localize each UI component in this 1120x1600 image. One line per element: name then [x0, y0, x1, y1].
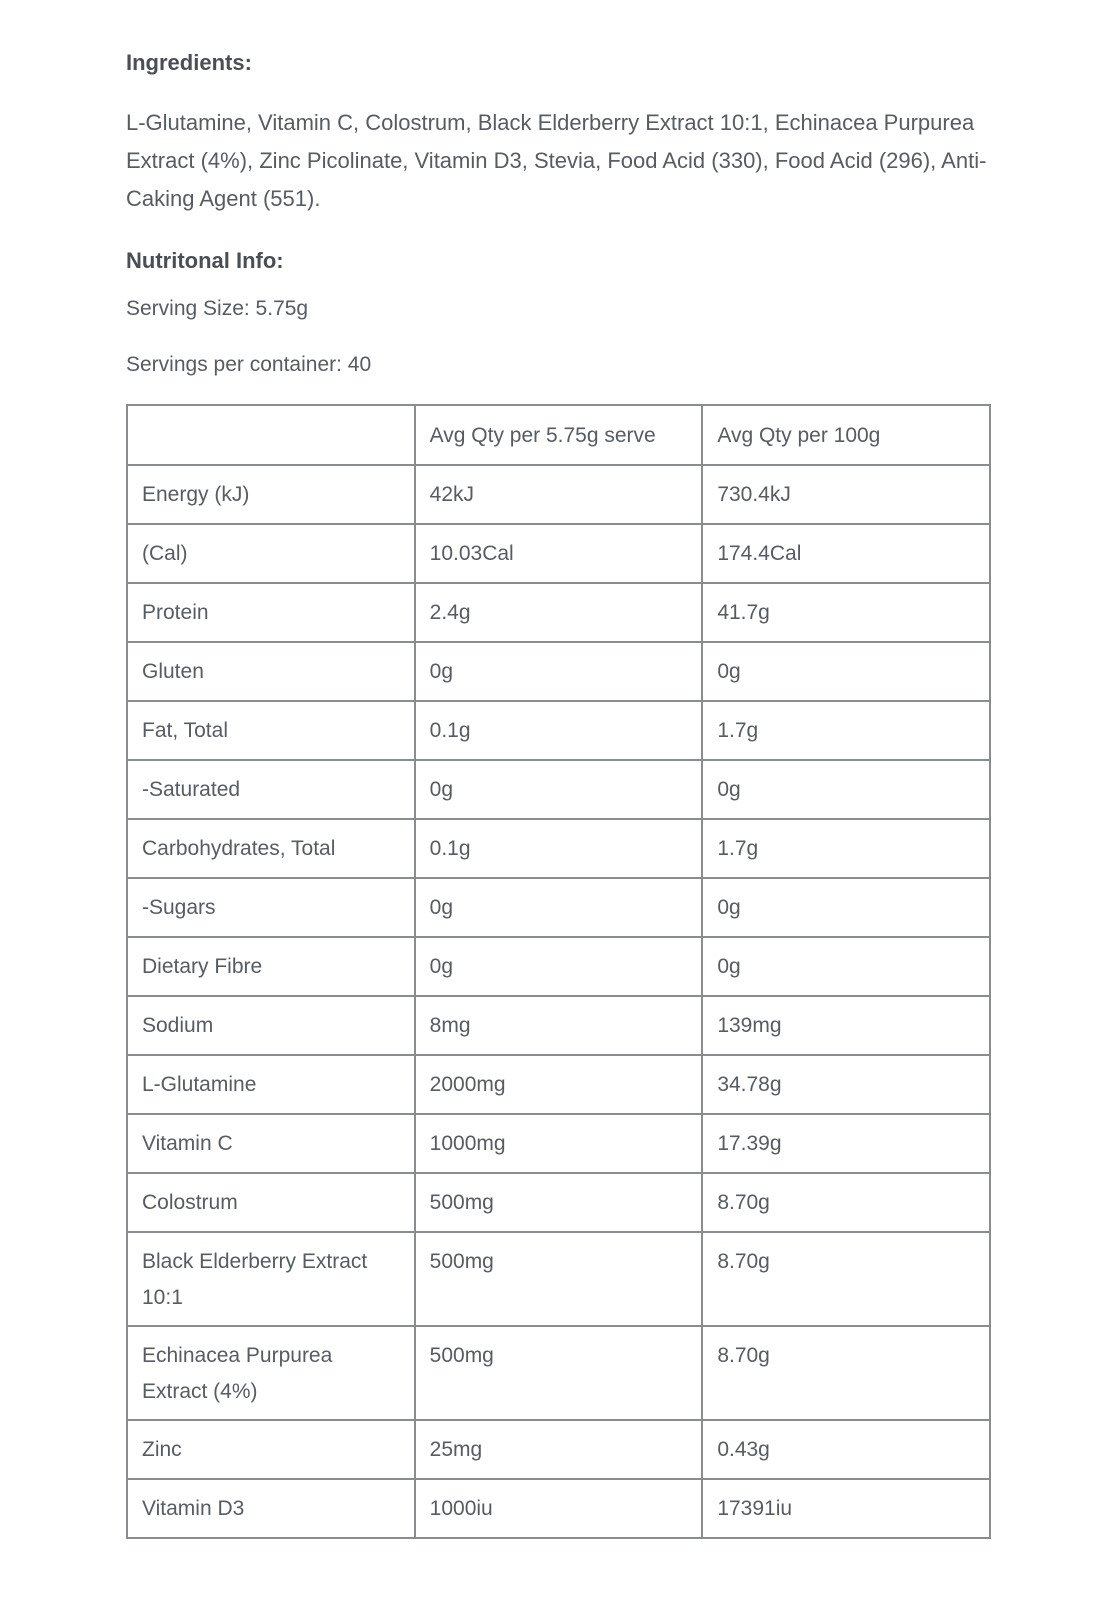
nutrient-name-cell: Vitamin D3 [127, 1479, 415, 1538]
servings-per-container: Servings per container: 40 [126, 353, 372, 376]
per-serve-cell: 8mg [415, 996, 703, 1055]
per-serve-cell: 10.03Cal [415, 524, 703, 583]
nutrient-name-cell: -Sugars [127, 878, 415, 937]
per-100g-cell: 8.70g [702, 1326, 990, 1420]
table-row [127, 1055, 990, 1114]
per-100g-cell: 0.43g [702, 1420, 990, 1479]
per-serve-cell: 0g [415, 760, 703, 819]
per-serve-cell: 2000mg [415, 1055, 703, 1114]
per-100g-cell: 8.70g [702, 1232, 990, 1326]
table-row [127, 937, 990, 996]
serving-size: Serving Size: 5.75g [126, 297, 309, 320]
nutrition-table [126, 404, 991, 1539]
per-100g-cell: 34.78g [702, 1055, 990, 1114]
per-serve-cell: 2.4g [415, 583, 703, 642]
per-serve-cell: 0g [415, 878, 703, 937]
table-row [127, 583, 990, 642]
per-serve-cell: 0.1g [415, 819, 703, 878]
table-header-cell [127, 405, 415, 465]
per-100g-cell: 17391iu [702, 1479, 990, 1538]
nutrient-name-cell: Vitamin C [127, 1114, 415, 1173]
per-100g-cell: 0g [702, 760, 990, 819]
per-serve-cell: 1000mg [415, 1114, 703, 1173]
nutrition-heading: Nutritonal Info: [126, 248, 284, 273]
per-100g-cell: 0g [702, 937, 990, 996]
nutrient-name-cell: Zinc [127, 1420, 415, 1479]
per-100g-cell: 174.4Cal [702, 524, 990, 583]
table-row [127, 819, 990, 878]
per-serve-cell: 0g [415, 937, 703, 996]
per-100g-cell: 1.7g [702, 701, 990, 760]
per-serve-cell: 500mg [415, 1173, 703, 1232]
table-row [127, 465, 990, 524]
per-serve-cell: 1000iu [415, 1479, 703, 1538]
per-100g-cell: 730.4kJ [702, 465, 990, 524]
nutrient-name-cell: Carbohydrates, Total [127, 819, 415, 878]
nutrient-name-cell: -Saturated [127, 760, 415, 819]
per-100g-cell: 0g [702, 878, 990, 937]
table-header-row [127, 405, 990, 465]
nutrient-name-cell: Protein [127, 583, 415, 642]
per-100g-cell: 139mg [702, 996, 990, 1055]
table-row [127, 1114, 990, 1173]
table-row [127, 1232, 990, 1326]
table-row [127, 1173, 990, 1232]
nutrient-name-cell: Sodium [127, 996, 415, 1055]
table-row [127, 996, 990, 1055]
nutrient-name-cell: Dietary Fibre [127, 937, 415, 996]
table-row [127, 878, 990, 937]
product-info [126, 44, 1026, 382]
per-100g-cell: 17.39g [702, 1114, 990, 1173]
table-row [127, 1420, 990, 1479]
per-serve-cell: 500mg [415, 1326, 703, 1420]
per-serve-cell: 25mg [415, 1420, 703, 1479]
ingredients-heading: Ingredients: [126, 50, 252, 75]
per-serve-cell: 42kJ [415, 465, 703, 524]
table-header-cell: Avg Qty per 100g [702, 405, 990, 465]
table-row [127, 524, 990, 583]
per-100g-cell: 8.70g [702, 1173, 990, 1232]
nutrient-name-cell: L-Glutamine [127, 1055, 415, 1114]
table-row [127, 1326, 990, 1420]
table-row [127, 760, 990, 819]
nutrient-name-cell: Fat, Total [127, 701, 415, 760]
nutrient-name-cell: Black Elderberry Extract 10:1 [127, 1232, 415, 1326]
table-row [127, 642, 990, 701]
nutrient-name-cell: Colostrum [127, 1173, 415, 1232]
nutrient-name-cell: Energy (kJ) [127, 465, 415, 524]
per-100g-cell: 1.7g [702, 819, 990, 878]
table-header-cell: Avg Qty per 5.75g serve [415, 405, 703, 465]
per-100g-cell: 41.7g [702, 583, 990, 642]
per-100g-cell: 0g [702, 642, 990, 701]
per-serve-cell: 500mg [415, 1232, 703, 1326]
table-row [127, 701, 990, 760]
table-row [127, 1479, 990, 1538]
ingredients-text: L-Glutamine, Vitamin C, Colostrum, Black Elderberry Extract 10:1, Echinacea Purpurea Extract (4%), Zinc Picolinate, Vitamin D3, Stevia, Food Acid (330), Food Acid (296), Anti-Caking Agent (551). [126, 110, 987, 211]
per-serve-cell: 0.1g [415, 701, 703, 760]
nutrient-name-cell: Echinacea Purpurea Extract (4%) [127, 1326, 415, 1420]
nutrient-name-cell: (Cal) [127, 524, 415, 583]
per-serve-cell: 0g [415, 642, 703, 701]
nutrient-name-cell: Gluten [127, 642, 415, 701]
